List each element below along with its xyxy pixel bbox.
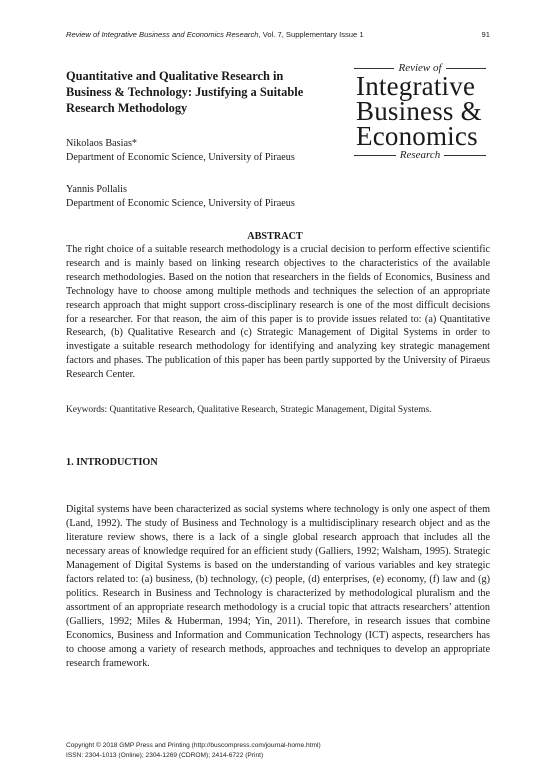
logo-line: Business & <box>356 96 482 126</box>
author-affiliation: Department of Economic Science, University of Piraeus <box>66 152 295 163</box>
keywords: Keywords: Quantitative Research, Qualitative Research, Strategic Management, Digital Systems. <box>66 405 432 415</box>
section-heading: 1. INTRODUCTION <box>66 457 158 468</box>
author-name: Yannis Pollalis <box>66 184 127 195</box>
introduction-text: Digital systems have been characterized as social systems where technology is only one aspect of them (Land, 1992). The study of Business and Technology is a multidisciplinary research object and as the literature review shows, there is a lack of a single global research approach that includes all the necessary areas of knowledge required for an efficient study (Galliers, 1992; Walsham, 1995). Strategic Management of Digital Systems is based on the understanding of various variables and key strategic factors related to: (a) business, (b) technology, (c) people, (d) enterprises, (e) economy, (f) law and (g) politics. Research in Business and Technology is characterized by methodological pluralism and the assortment of an appropriate research methodology is a crucial topic that attracts researchers’ attention (Galliers, 1992; Miles & Huberman, 1994; Yin, 2011). Therefore, in research issues that combine Economics, Business and Information and Communication Technology (ICT) aspects, researchers has to choose among a variety of research methods, approaches and techniques to develop an appropriate research framework. <box>66 504 490 669</box>
running-head <box>66 30 490 39</box>
author-block <box>66 183 336 211</box>
author-block <box>66 137 336 165</box>
issn-line: ISSN: 2304-1013 (Online); 2304-1269 (CDROM); 2414-6722 (Print) <box>66 751 264 759</box>
journal-logo <box>350 62 490 161</box>
abstract-heading: ABSTRACT <box>247 231 303 242</box>
logo-top-line: Review of <box>350 62 490 74</box>
paper-title: Quantitative and Qualitative Research in Business & Technology: Justifying a Suitable Research Methodology <box>66 69 304 115</box>
copyright-line: Copyright © 2018 GMP Press and Printing (http://buscompress.com/journal-home.html) <box>66 742 321 749</box>
abstract-text: The right choice of a suitable research methodology is a crucial decision to perform effective scientific research and is mainly based on linking research objectives to the characteristics of the available research methodologies. Based on the notion that researchers in the fields of Economics, Business and Technology have to choose among multiple methods and techniques the selection of an appropriate research approach that might support cross-disciplinary research is one of the most difficult decisions for a researcher. For that reason, the aim of this paper is to provide issues related to: (a) Quantitative Research, (b) Qualitative Research and (c) Strategic Management of Digital Systems in order to investigate a suitable research methodology for identifying and analyzing key strategic management factors and phases. The publication of this paper has been partly supported by the University of Piraeus Research Center. <box>66 244 490 381</box>
author-affiliation: Department of Economic Science, University of Piraeus <box>66 198 295 209</box>
logo-line: Economics <box>356 121 478 151</box>
journal-volume: , Vol. 7, Supplementary Issue 1 <box>258 30 364 39</box>
journal-name: Review of Integrative Business and Economics Research <box>66 30 259 39</box>
page-number: 91 <box>481 30 490 39</box>
page-footer <box>66 741 490 760</box>
author-name: Nikolaos Basias* <box>66 138 138 149</box>
logo-bottom-line: Research <box>350 149 490 161</box>
logo-line: Integrative <box>356 71 476 101</box>
